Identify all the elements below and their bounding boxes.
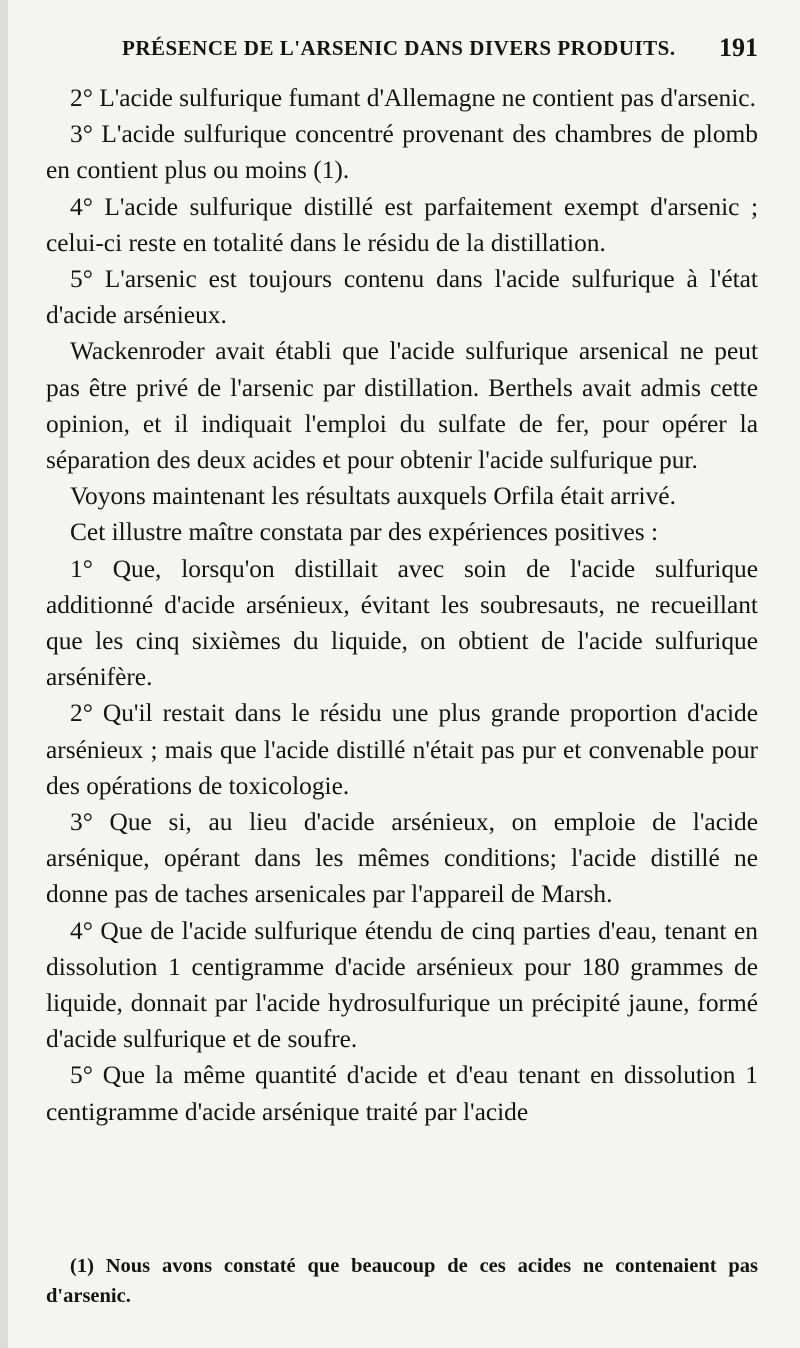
footnote	[46, 1251, 758, 1311]
paragraph-experiment-4: 4° Que de l'acide sulfurique étendu de cinq parties d'eau, tenant en dissolution 1 centigramme d'acide arsénieux pour 180 grammes de liquide, donnait par l'acide hydrosulfurique un précipité jaune, formé d'acide sulfurique et de soufre.	[46, 916, 758, 1054]
book-page	[8, 0, 800, 1348]
paragraph-item-3-lead-chambers: 3° L'acide sulfurique concentré provenant des chambres de plomb en contient plus ou moins (1).	[46, 120, 758, 185]
paragraph-item-2-fuming-acid: 2° L'acide sulfurique fumant d'Allemagne ne contient pas d'arsenic.	[70, 84, 756, 112]
paragraph-wackenroder: Wackenroder avait établi que l'acide sulfurique arsenical ne peut pas être privé de l'arsenic par distillation. Berthels avait admis cette opinion, et il indiquait l'emploi du sulfate de fer, pour opérer la séparation des deux acides et pour obtenir l'acide sulfurique pur.	[46, 337, 758, 475]
paragraph-item-4-distilled-acid: 4° L'acide sulfurique distillé est parfaitement exempt d'arsenic ; celui-ci reste en totalité dans le résidu de la distillation.	[46, 192, 758, 257]
paragraph-experiments-intro: Cet illustre maître constata par des expériences positives :	[70, 518, 659, 547]
paragraph-experiment-1: 1° Que, lorsqu'on distillait avec soin de l'acide sulfurique additionné d'acide arsénieux, évitant les soubresauts, ne recueillant que les cinq sixièmes du liquide, on obtient de l'acide sulfurique arsénifère.	[46, 554, 758, 692]
running-head	[46, 33, 758, 76]
footnote-text: (1) Nous avons constaté que beaucoup de ces acides ne contenaient pas d'arsenic.	[46, 1255, 758, 1307]
paragraph-experiment-2: 2° Qu'il restait dans le résidu une plus grande proportion d'acide arsénieux ; mais que l'acide distillé n'était pas pur et convenable pour des opérations de toxicologie.	[46, 699, 758, 800]
paragraph-orfila-results: Voyons maintenant les résultats auxquels Orfila était arrivé.	[70, 482, 676, 511]
page-number: 191	[719, 33, 758, 62]
body-text	[46, 80, 758, 1130]
page-content	[46, 33, 758, 1130]
paragraph-item-5-arsenious-state: 5° L'arsenic est toujours contenu dans l'acide sulfurique à l'état d'acide arsénieux.	[46, 265, 758, 330]
running-title: PRÉSENCE DE L'ARSENIC DANS DIVERS PRODUITS.	[122, 36, 676, 60]
paragraph-experiment-5: 5° Que la même quantité d'acide et d'eau tenant en dissolution 1 centigramme d'acide arsénique traité par l'acide	[46, 1061, 758, 1126]
paragraph-experiment-3: 3° Que si, au lieu d'acide arsénieux, on emploie de l'acide arsénique, opérant dans les mêmes conditions; l'acide distillé ne donne pas de taches arsenicales par l'appareil de Marsh.	[46, 808, 758, 909]
